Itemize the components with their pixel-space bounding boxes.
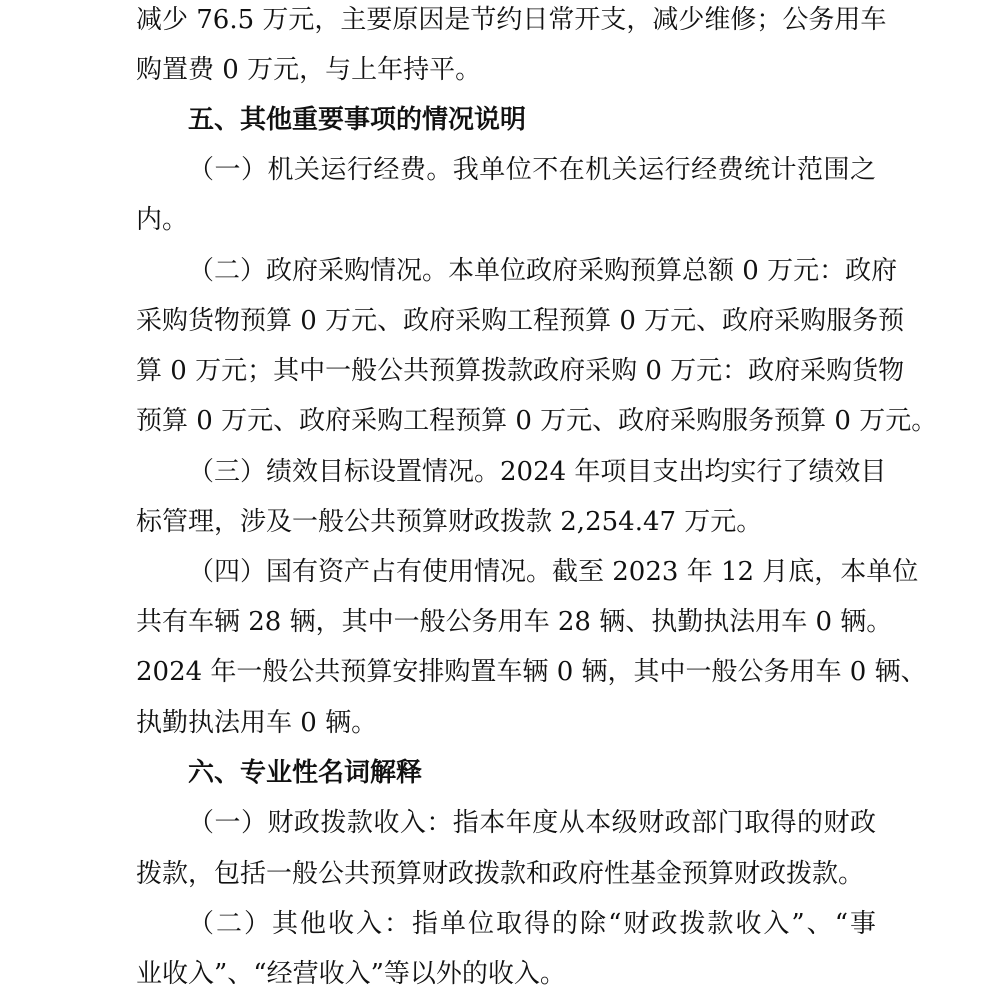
text-line: 预算 0 万元、政府采购工程预算 0 万元、政府采购服务预算 0 万元。 <box>136 406 938 436</box>
text-line: 购置费 0 万元，与上年持平。 <box>136 55 482 85</box>
section-heading: 五、其他重要事项的情况说明 <box>188 105 527 135</box>
text-line: 拨款，包括一般公共预算财政拨款和政府性基金预算财政拨款。 <box>136 859 865 889</box>
text-line: 减少 76.5 万元，主要原因是节约日常开支，减少维修；公务用车 <box>136 5 887 35</box>
text-line: 算 0 万元；其中一般公共预算拨款政府采购 0 万元：政府采购货物 <box>136 356 905 386</box>
text-line: （一）财政拨款收入：指本年度从本级财政部门取得的财政 <box>188 808 876 838</box>
text-line: 业收入”、“经营收入”等以外的收入。 <box>136 959 566 989</box>
text-line: （三）绩效目标设置情况。2024 年项目支出均实行了绩效目 <box>188 457 887 487</box>
text-line: （一）机关运行经费。我单位不在机关运行经费统计范围之 <box>188 155 876 185</box>
text-line: 标管理，涉及一般公共预算财政拨款 2,254.47 万元。 <box>136 507 763 537</box>
text-line: 共有车辆 28 辆，其中一般公务用车 28 辆、执勤执法用车 0 辆。 <box>136 607 893 637</box>
text-line: （二）政府采购情况。本单位政府采购预算总额 0 万元：政府 <box>188 256 898 286</box>
text-line: （四）国有资产占有使用情况。截至 2023 年 12 月底，本单位 <box>188 557 919 587</box>
section-heading: 六、专业性名词解释 <box>188 758 423 788</box>
text-line: （二）其他收入：指单位取得的除“财政拨款收入”、“事 <box>188 909 876 939</box>
text-line: 2024 年一般公共预算安排购置车辆 0 辆，其中一般公务用车 0 辆、 <box>136 657 927 687</box>
text-line: 内。 <box>136 205 189 235</box>
text-line: 采购货物预算 0 万元、政府采购工程预算 0 万元、政府采购服务预 <box>136 306 905 336</box>
text-line: 执勤执法用车 0 辆。 <box>136 708 378 738</box>
